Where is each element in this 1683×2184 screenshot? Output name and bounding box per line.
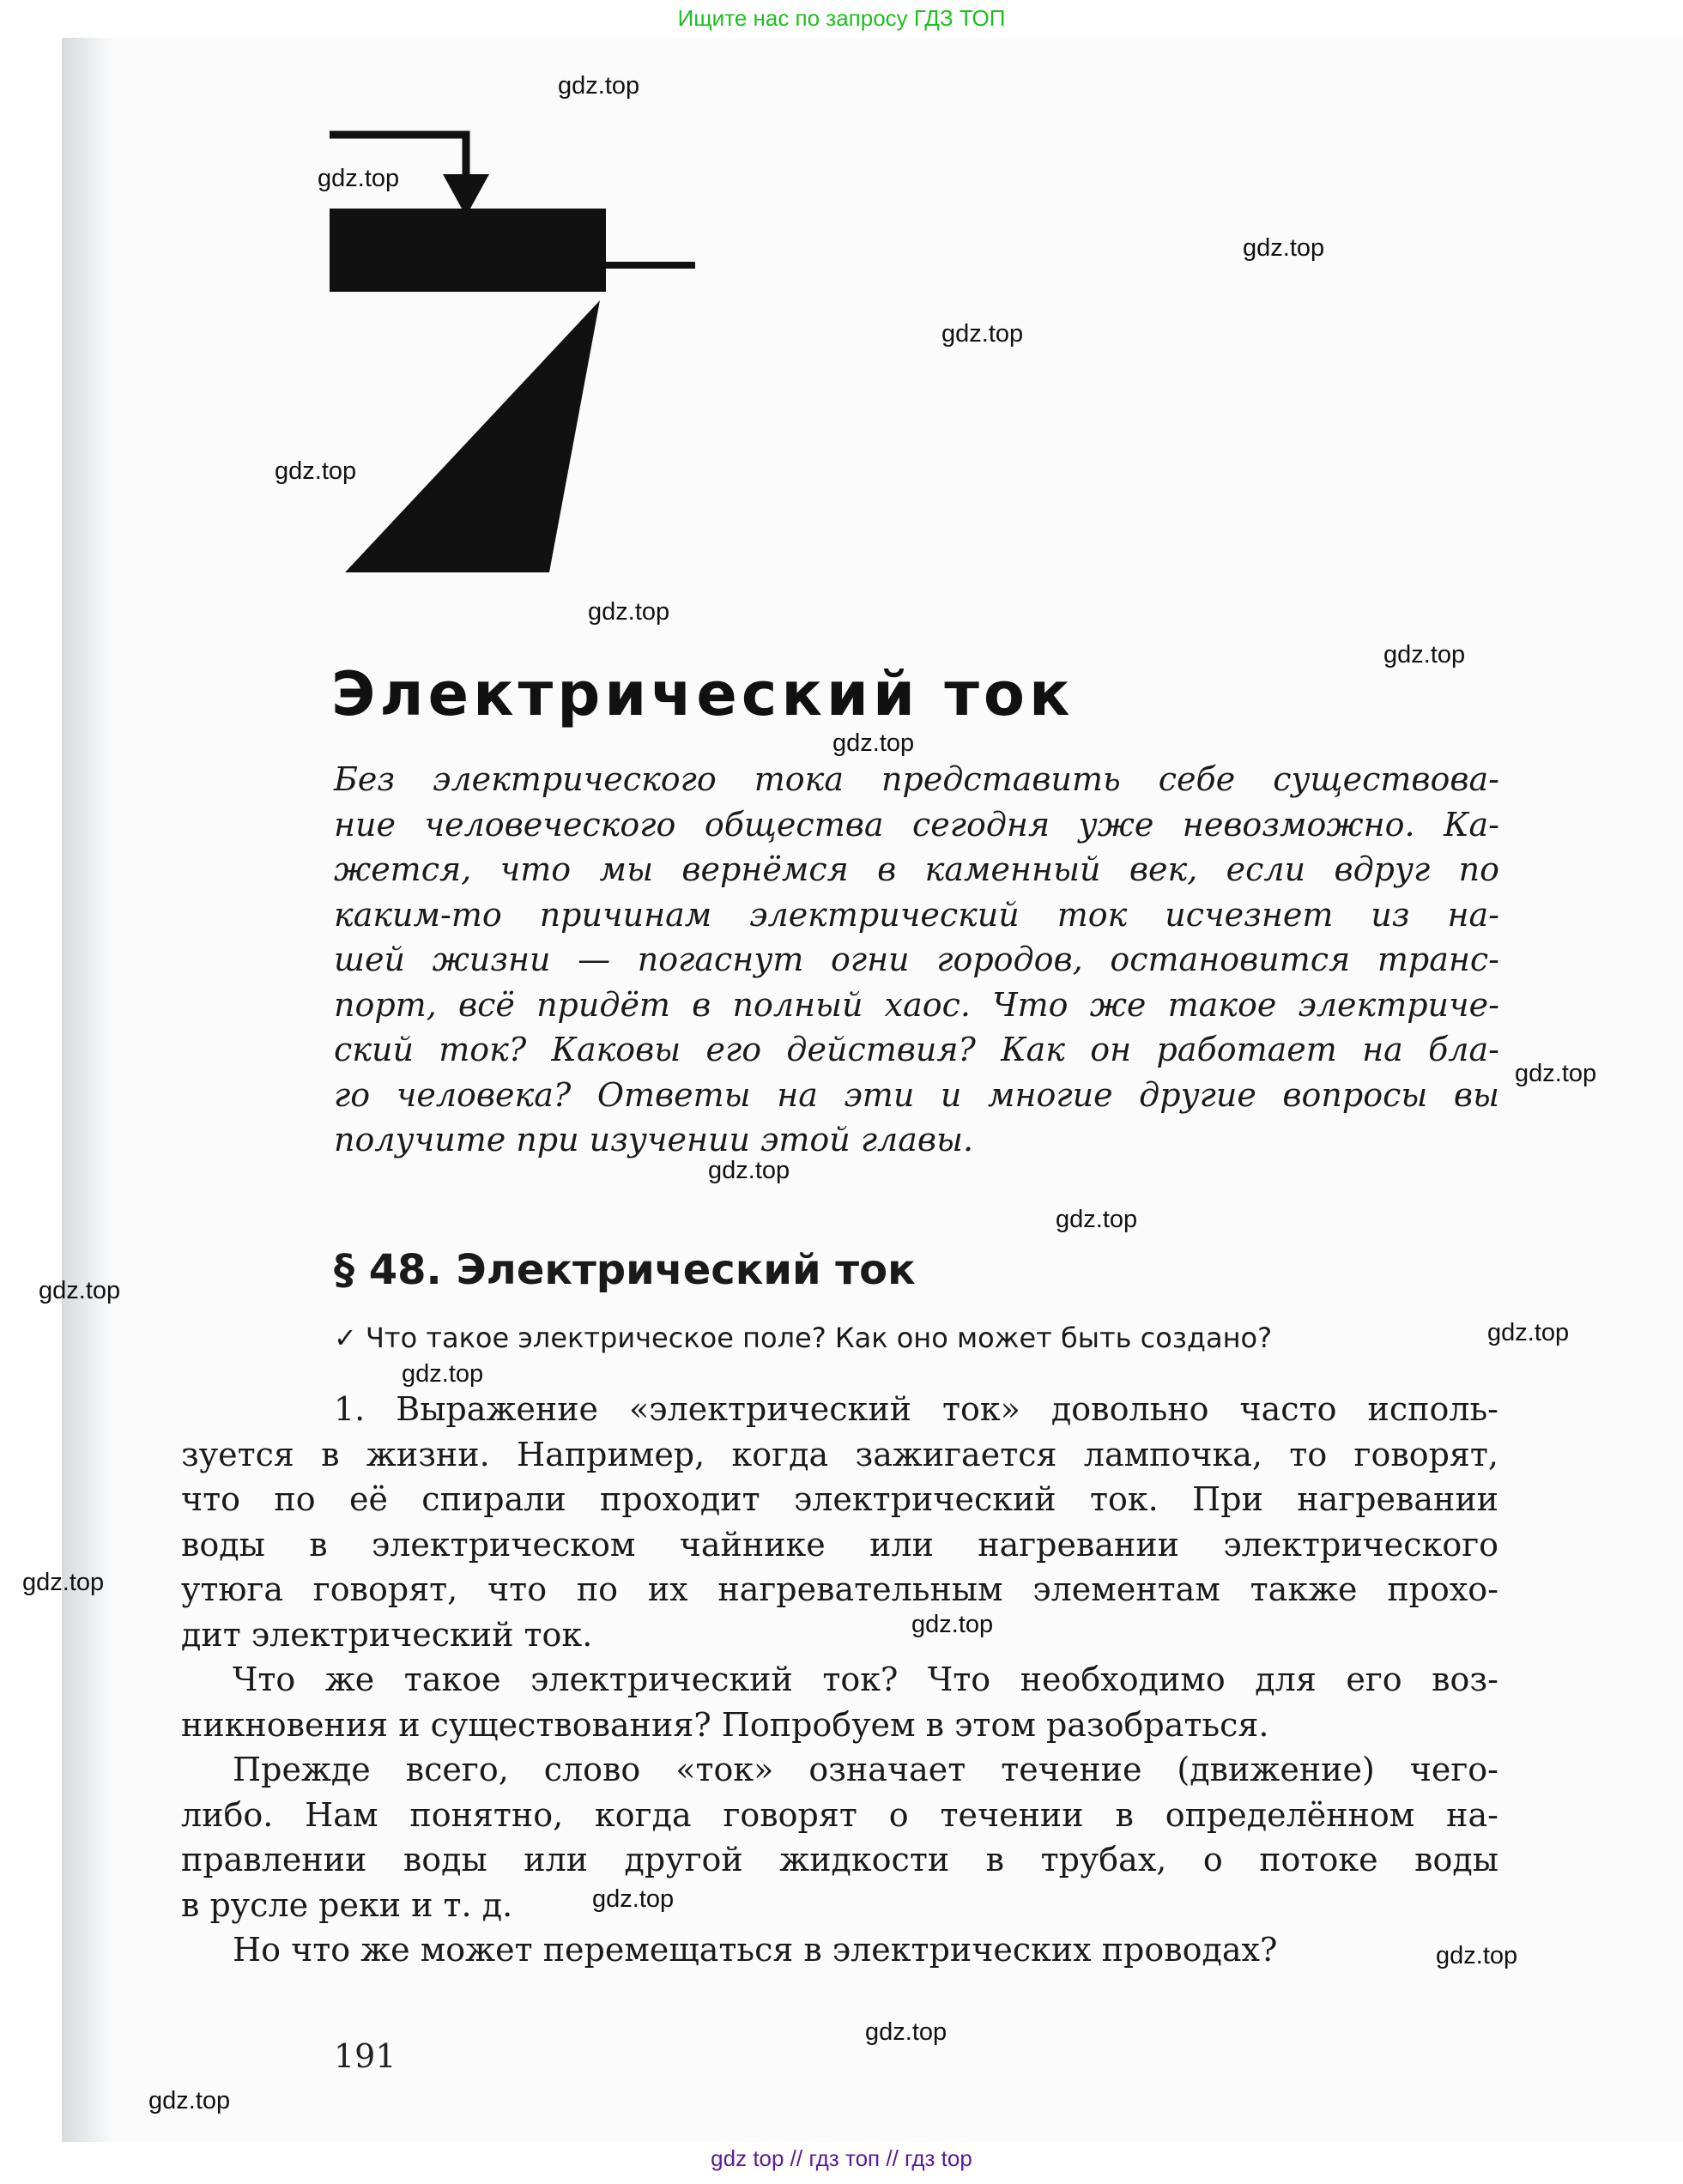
watermark: gdz.top: [1515, 1060, 1597, 1087]
electric-current-chapter-icon: [0, 0, 1683, 601]
watermark: gdz.top: [592, 1885, 675, 1913]
review-question: [334, 1322, 1272, 1354]
body-line: Что же такое электрический ток? Что необходимо для его воз-: [233, 1661, 1498, 1698]
watermark: gdz.top: [402, 1360, 484, 1388]
search-banner[interactable]: Ищите нас по запросу ГДЗ ТОП: [677, 5, 1006, 31]
watermark: gdz.top: [708, 1157, 790, 1184]
question-text: Что такое электрическое поле? Как оно может быть создано?: [365, 1322, 1273, 1354]
body-line: зуется в жизни. Например, когда зажигается лампочка, то говорят,: [181, 1435, 1498, 1473]
watermark: gdz.top: [865, 2018, 947, 2046]
intro-line: ский ток? Каковы его действия? Как он работает на бла-: [334, 1031, 1499, 1068]
watermark: gdz.top: [22, 1569, 105, 1596]
body-line: утюга говорят, что по их нагревательным элементам также прохо-: [181, 1570, 1498, 1608]
body-line: либо. Нам понятно, когда говорят о течении в определённом на-: [181, 1795, 1498, 1834]
intro-line: порт, всё придёт в полный хаос. Что же такое электриче-: [334, 985, 1499, 1024]
watermark: gdz.top: [318, 165, 400, 192]
footer-links[interactable]: gdz top // гдз топ // гдз top: [711, 2145, 972, 2171]
body-line: правлении воды или другой жидкости в трубах, о потоке воды: [181, 1841, 1498, 1878]
section-body: [181, 1387, 1498, 1973]
watermark: gdz.top: [1436, 1942, 1518, 1969]
watermark: gdz.top: [1056, 1206, 1138, 1233]
body-line: в русле реки и т. д.: [181, 1885, 513, 1924]
body-line: Прежде всего, слово «ток» означает течение (движение) чего-: [233, 1751, 1498, 1788]
watermark: gdz.top: [1243, 234, 1325, 262]
checkmark-icon: ✓: [334, 1322, 357, 1354]
watermark: gdz.top: [275, 457, 357, 485]
intro-line: жется, что мы вернёмся в каменный век, если вдруг по: [334, 850, 1499, 888]
watermark: gdz.top: [1383, 641, 1466, 669]
watermark: gdz.top: [1487, 1319, 1570, 1346]
watermark: gdz.top: [148, 2087, 231, 2114]
body-line: 1. Выражение «электрический ток» довольно часто исполь-: [334, 1390, 1498, 1428]
intro-line: каким-то причинам электрический ток исчезнет из на-: [334, 895, 1499, 934]
page-number: 191: [334, 2037, 397, 2075]
body-line: Но что же может перемещаться в электрических проводах?: [233, 1931, 1278, 1969]
body-line: воды в электрическом чайнике или нагревании электрического: [181, 1525, 1498, 1564]
watermark: gdz.top: [588, 598, 670, 626]
intro-line: Без электрического тока представить себе существова-: [334, 760, 1499, 798]
body-line: дит электрический ток.: [181, 1615, 593, 1654]
watermark: gdz.top: [39, 1277, 121, 1304]
section-title: § 48. Электрический ток: [334, 1246, 916, 1294]
watermark: gdz.top: [832, 729, 915, 757]
body-line: что по её спирали проходит электрический ток. При нагревании: [181, 1480, 1498, 1518]
chapter-title: Электрический ток: [331, 659, 1075, 729]
watermark: gdz.top: [558, 72, 640, 100]
intro-line: шей жизни — погаснут огни городов, остановится транс-: [334, 941, 1499, 978]
chapter-intro: [334, 757, 1499, 1163]
intro-line: ние человеческого общества сегодня уже невозможно. Ка-: [334, 805, 1499, 844]
watermark: gdz.top: [941, 320, 1024, 348]
watermark: gdz.top: [911, 1611, 994, 1638]
intro-line: го человека? Ответы на эти и многие другие вопросы вы: [334, 1075, 1499, 1114]
body-line: никновения и существования? Попробуем в этом разобраться.: [181, 1705, 1269, 1744]
intro-line: получите при изучении этой главы.: [334, 1121, 974, 1159]
